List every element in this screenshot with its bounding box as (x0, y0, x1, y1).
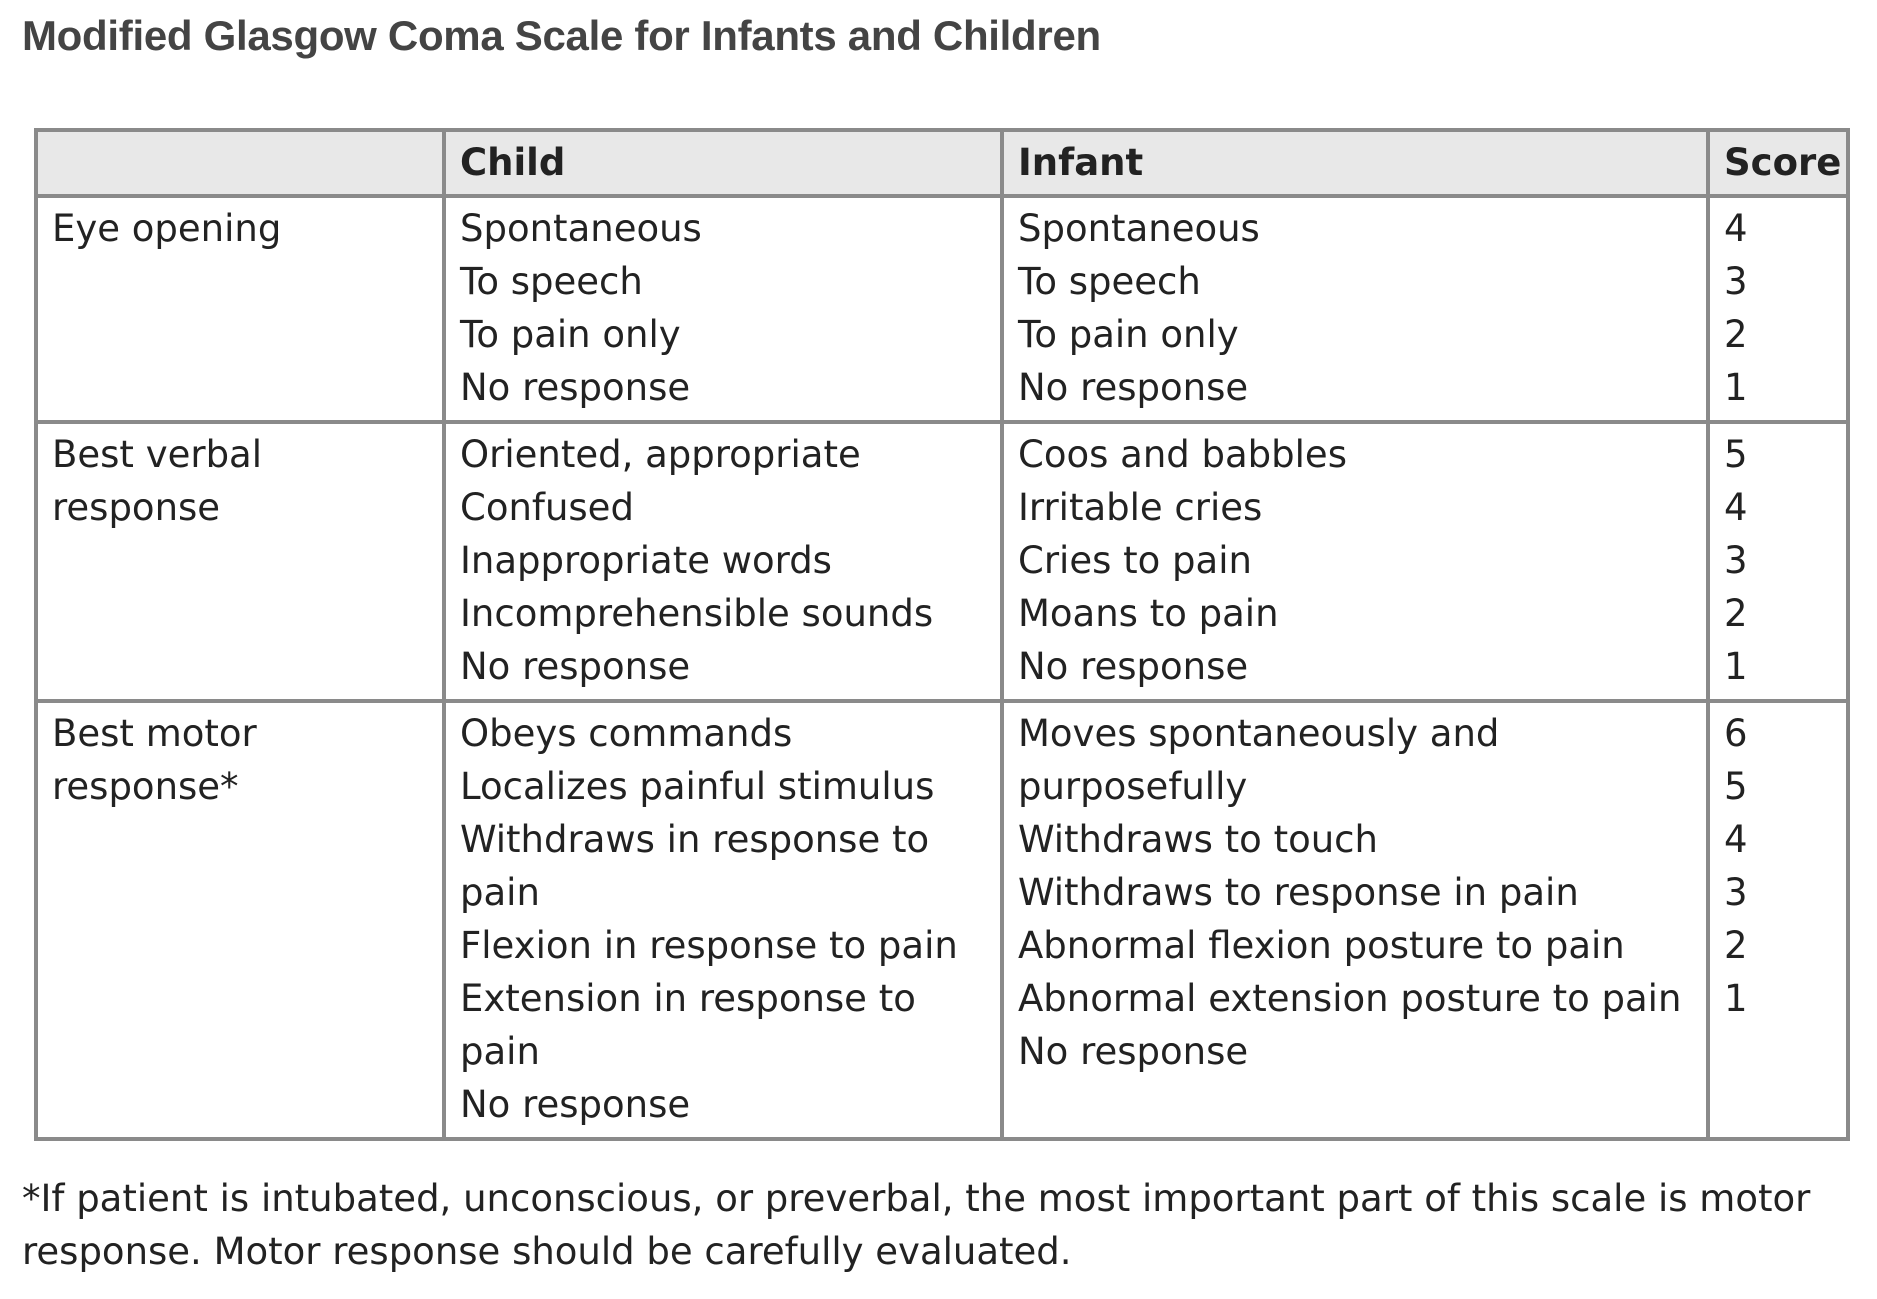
footnote-line: *If patient is intubated, unconscious, or preverbal, the most important part of this scale is motor (22, 1177, 1811, 1220)
footnote-line: response. Motor response should be carefully evaluated. (22, 1230, 1072, 1273)
infant-response: Moans to pain (1018, 592, 1279, 635)
score-cell (1708, 196, 1848, 422)
infant-response: No response (1018, 1030, 1249, 1073)
infant-cell (1002, 196, 1708, 422)
score-value: 2 (1724, 313, 1748, 356)
score-value: 4 (1724, 486, 1748, 529)
table-body (36, 196, 1848, 1139)
infant-response: Spontaneous (1018, 207, 1260, 250)
header-child: Child (444, 130, 1002, 196)
infant-response: Withdraws to touch (1018, 818, 1378, 861)
category-cell (36, 701, 444, 1139)
header-score: Score (1708, 130, 1848, 196)
infant-response: purposefully (1018, 765, 1248, 808)
score-value: 2 (1724, 924, 1748, 967)
child-response: Inappropriate words (460, 539, 832, 582)
infant-cell (1002, 701, 1708, 1139)
child-response: Flexion in response to pain (460, 924, 958, 967)
score-value: 3 (1724, 539, 1748, 582)
category-cell (36, 422, 444, 701)
infant-response: Coos and babbles (1018, 433, 1347, 476)
child-response: To speech (460, 260, 643, 303)
infant-response: To speech (1018, 260, 1201, 303)
score-value: 1 (1724, 977, 1748, 1020)
child-cell (444, 422, 1002, 701)
score-value: 1 (1724, 366, 1748, 409)
infant-response: Abnormal flexion posture to pain (1018, 924, 1625, 967)
child-cell (444, 701, 1002, 1139)
infant-response: Irritable cries (1018, 486, 1263, 529)
score-value: 5 (1724, 765, 1748, 808)
score-cell (1708, 701, 1848, 1139)
category-cell (36, 196, 444, 422)
child-response: Incomprehensible sounds (460, 592, 934, 635)
table-row-best-motor-response (36, 701, 1848, 1139)
child-response: No response (460, 645, 691, 688)
child-response: Withdraws in response to (460, 818, 930, 861)
infant-response: No response (1018, 366, 1249, 409)
footnote (22, 1172, 1862, 1278)
score-value: 3 (1724, 871, 1748, 914)
table-row-best-verbal-response (36, 422, 1848, 701)
table-row-eye-opening (36, 196, 1848, 422)
category-label: response* (52, 765, 239, 808)
child-response: To pain only (460, 313, 681, 356)
score-value: 3 (1724, 260, 1748, 303)
infant-response: No response (1018, 645, 1249, 688)
child-response: Obeys commands (460, 712, 793, 755)
score-value: 4 (1724, 207, 1748, 250)
child-response: Confused (460, 486, 634, 529)
child-response: Spontaneous (460, 207, 702, 250)
child-cell (444, 196, 1002, 422)
child-response: pain (460, 871, 540, 914)
infant-response: Moves spontaneously and (1018, 712, 1500, 755)
child-response: No response (460, 366, 691, 409)
page-title: Modified Glasgow Coma Scale for Infants and Children (22, 12, 1101, 59)
infant-response: Abnormal extension posture to pain (1018, 977, 1682, 1020)
score-value: 6 (1724, 712, 1748, 755)
score-value: 2 (1724, 592, 1748, 635)
infant-response: Withdraws to response in pain (1018, 871, 1579, 914)
infant-cell (1002, 422, 1708, 701)
category-label: Best verbal response (52, 433, 263, 529)
infant-response: To pain only (1018, 313, 1239, 356)
child-response: Extension in response to (460, 977, 916, 1020)
score-value: 5 (1724, 433, 1748, 476)
child-response: pain (460, 1030, 540, 1073)
header-infant: Infant (1002, 130, 1708, 196)
score-value: 1 (1724, 645, 1748, 688)
child-response: No response (460, 1083, 691, 1126)
category-label: Best motor (52, 712, 257, 755)
infant-response: Cries to pain (1018, 539, 1252, 582)
score-cell (1708, 422, 1848, 701)
score-value: 4 (1724, 818, 1748, 861)
glasgow-coma-scale-table (34, 128, 1850, 1141)
category-label: Eye opening (52, 207, 282, 250)
header-category (36, 130, 444, 196)
table-header-row (36, 130, 1848, 196)
child-response: Localizes painful stimulus (460, 765, 935, 808)
child-response: Oriented, appropriate (460, 433, 861, 476)
